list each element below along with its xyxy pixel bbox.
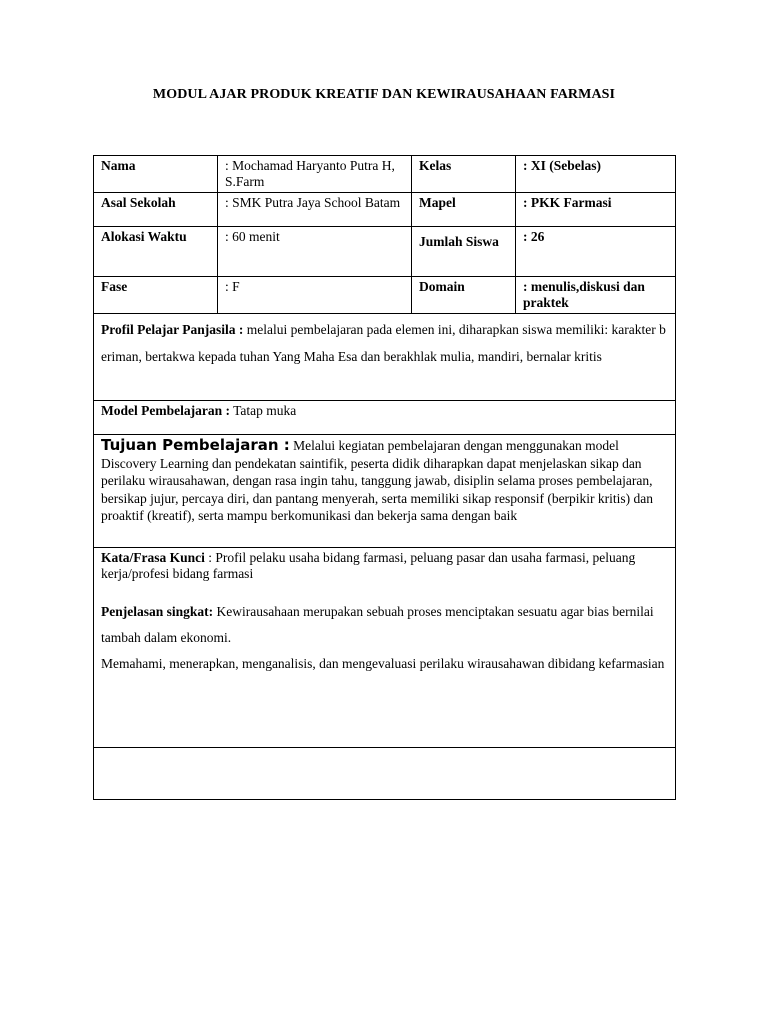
table-row-profil bbox=[94, 314, 676, 401]
penjelasan-text: Kewirausahaan merupakan sebuah proses menciptakan sesuatu agar bias bernilai tambah dalam ekonomi. bbox=[101, 604, 654, 645]
kelas-label: Kelas bbox=[412, 156, 516, 193]
model-label: Model Pembelajaran : bbox=[101, 403, 230, 418]
profil-text: melalui pembelajaran pada elemen ini, diharapkan siswa memiliki: karakter beriman, bertakwa kepada tuhan Yang Maha Esa dan berakhlak mulia, mandiri, bernalar kritis bbox=[101, 322, 666, 364]
mapel-label: Mapel bbox=[412, 193, 516, 227]
kata-kunci-paragraph bbox=[101, 550, 669, 582]
model-text: Tatap muka bbox=[229, 403, 297, 418]
asal-sekolah-label: Asal Sekolah bbox=[94, 193, 218, 227]
table-row-tujuan bbox=[94, 435, 676, 548]
empty-cell bbox=[94, 748, 676, 800]
table-row-alokasi-waktu bbox=[94, 227, 676, 277]
penjelasan-paragraph bbox=[101, 599, 669, 651]
mapel-value: : PKK Farmasi bbox=[516, 193, 676, 227]
alokasi-waktu-value: : 60 menit bbox=[218, 227, 412, 277]
jumlah-siswa-label: Jumlah Siswa bbox=[412, 227, 516, 277]
penjelasan-paragraph-2: Memahami, menerapkan, menganalisis, dan mengevaluasi perilaku wirausahawan dibidang kefarmasian bbox=[101, 656, 665, 671]
nama-label: Nama bbox=[94, 156, 218, 193]
tujuan-label: Tujuan Pembelajaran : bbox=[101, 436, 290, 454]
domain-label: Domain bbox=[412, 277, 516, 314]
penjelasan-label: Penjelasan singkat: bbox=[101, 604, 214, 619]
profil-label: Profil Pelajar Panjasila : bbox=[101, 322, 244, 337]
profil-cell bbox=[94, 314, 676, 401]
kelas-value: : XI (Sebelas) bbox=[516, 156, 676, 193]
alokasi-waktu-label: Alokasi Waktu bbox=[94, 227, 218, 277]
table-row-nama bbox=[94, 156, 676, 193]
jumlah-siswa-value: : 26 bbox=[516, 227, 676, 277]
tujuan-cell bbox=[94, 435, 676, 548]
fase-label: Fase bbox=[94, 277, 218, 314]
fase-value: : F bbox=[218, 277, 412, 314]
kata-kunci-cell bbox=[94, 548, 676, 748]
kata-kunci-text: : Profil pelaku usaha bidang farmasi, peluang pasar dan usaha farmasi, peluang kerja/profesi bidang farmasi bbox=[101, 550, 636, 581]
model-cell bbox=[94, 401, 676, 435]
domain-value: : menulis,diskusi dan praktek bbox=[516, 277, 676, 314]
table-row-asal-sekolah bbox=[94, 193, 676, 227]
document-title: MODUL AJAR PRODUK KREATIF DAN KEWIRAUSAHAAN FARMASI bbox=[152, 87, 616, 102]
table-row-empty bbox=[94, 748, 676, 800]
asal-sekolah-value: : SMK Putra Jaya School Batam bbox=[218, 193, 412, 227]
kata-kunci-label: Kata/Frasa Kunci bbox=[101, 550, 205, 565]
module-info-table bbox=[93, 155, 676, 800]
table-row-kata-kunci bbox=[94, 548, 676, 748]
table-row-model bbox=[94, 401, 676, 435]
tujuan-text: Melalui kegiatan pembelajaran dengan menggunakan model Discovery Learning dan pendekatan saintifik, peserta didik diharapkan dapat menjelaskan sikap dan perilaku wirausahawan, dengan rasa ingin tahu, tanggung jawab, disiplin selama proses pembelajaran, bersikap jujur, percaya diri, dan pantang menyerah, serta memiliki sikap responsif (berpikir kritis) dan proaktif (kreatif), serta mampu berkomunikasi dan bekerja sama dengan baik bbox=[101, 438, 654, 523]
nama-value: : Mochamad Haryanto Putra H, S.Farm bbox=[218, 156, 412, 193]
table-row-fase bbox=[94, 277, 676, 314]
